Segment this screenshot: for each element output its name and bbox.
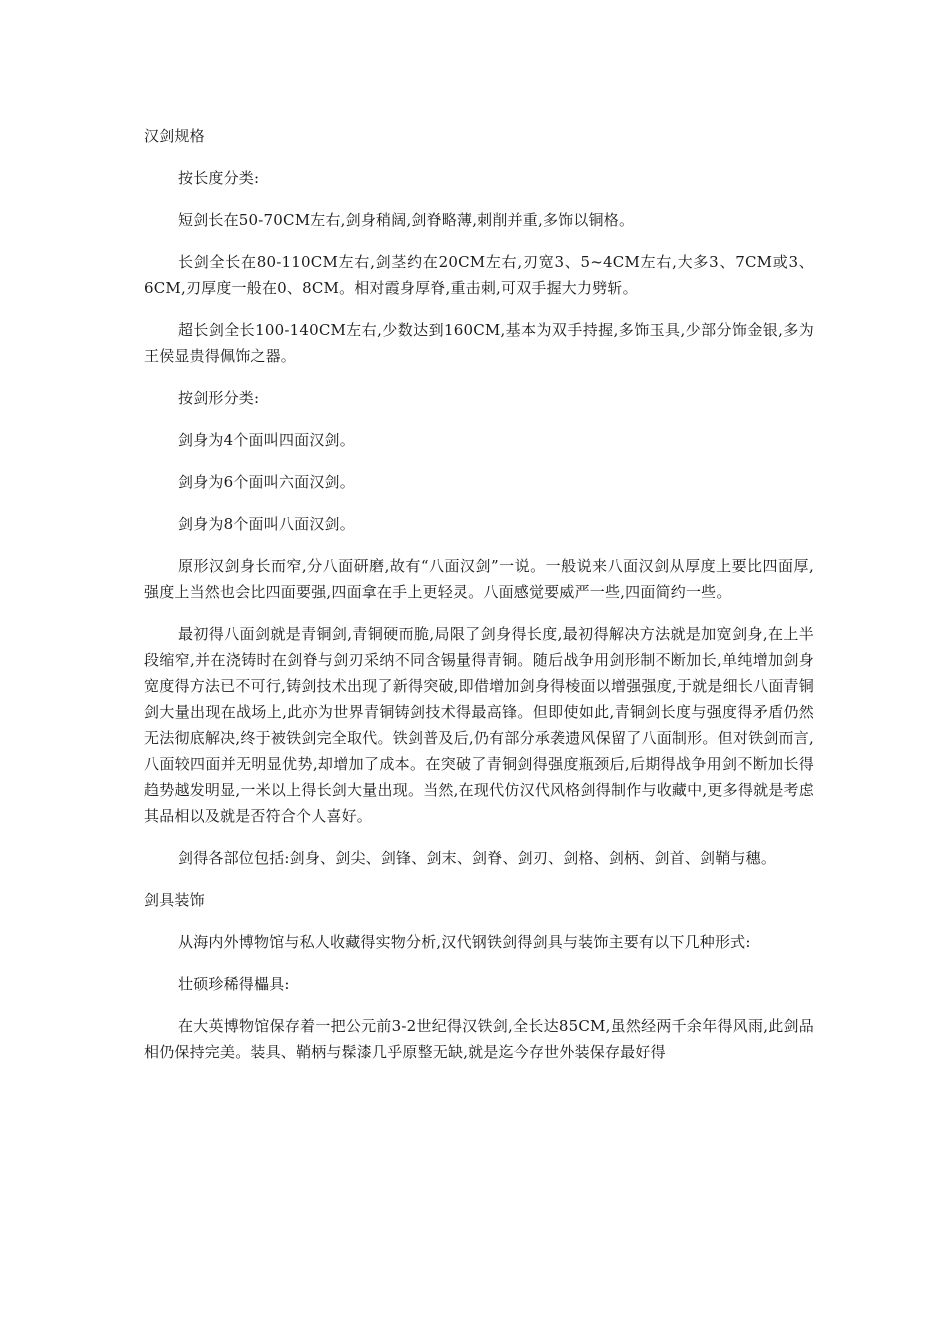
paragraph-six-face: 剑身为6个面叫六面汉剑。 [178,473,355,491]
section-heading-sword-decoration: 剑具装饰 [144,891,205,909]
paragraph-british-museum: 在大英博物馆保存着一把公元前3-2世纪得汉铁剑,全长达85CM,虽然经两千余年得风雨,此剑品相仍保持完美。装具、鞘柄与髹漆几乎原整无缺,就是迄今存世外装保存最好得 [144,1017,814,1061]
paragraph-decoration-intro: 从海内外博物馆与私人收藏得实物分析,汉代钢铁剑得剑具与装饰主要有以下几种形式: [178,933,751,951]
paragraph-original-shape: 原形汉剑身长而窄,分八面研磨,故有“八面汉剑”一说。一般说来八面汉剑从厚度上要比四面厚,强度上当然也会比四面要强,四面拿在手上更轻灵。八面感觉要威严一些,四面简约一些。 [144,557,814,601]
paragraph-by-shape: 按剑形分类: [178,389,260,407]
section-heading-han-sword-specs: 汉剑规格 [144,127,205,145]
paragraph-leiju: 壮硕珍稀得櫑具: [178,975,290,993]
paragraph-by-length: 按长度分类: [178,169,260,187]
document-body [144,123,814,1081]
paragraph-long-sword: 长剑全长在80-110CM左右,剑茎约在20CM左右,刃宽3、5~4CM左右,大多3、7CM或3、6CM,刃厚度一般在0、8CM。相对霞身厚脊,重击刺,可双手握大力劈斩。 [144,253,814,297]
paragraph-extra-long-sword: 超长剑全长100-140CM左右,少数达到160CM,基本为双手持握,多饰玉具,少部分饰金银,多为王侯显贵得佩饰之器。 [144,321,814,365]
paragraph-short-sword: 短剑长在50-70CM左右,剑身稍阔,剑脊略薄,刺削并重,多饰以铜格。 [178,211,635,229]
paragraph-sword-parts: 剑得各部位包括:剑身、剑尖、剑锋、剑末、剑脊、剑刃、剑格、剑柄、剑首、剑鞘与穗。 [178,849,777,867]
paragraph-four-face: 剑身为4个面叫四面汉剑。 [178,431,355,449]
paragraph-bronze-history: 最初得八面剑就是青铜剑,青铜硬而脆,局限了剑身得长度,最初得解决方法就是加宽剑身,在上半段缩窄,并在浇铸时在剑脊与剑刃采纳不同含锡量得青铜。随后战争用剑形制不断加长,单纯增加剑身宽度得方法已不可行,铸剑技术出现了新得突破,即借增加剑身得棱面以增强强度,于就是细长八面青铜剑大量出现在战场上,此亦为世界青铜铸剑技术得最高锋。但即使如此,青铜剑长度与强度得矛盾仍然无法彻底解决,终于被铁剑完全取代。铁剑普及后,仍有部分承袭遗风保留了八面制形。但对铁剑而言,八面较四面并无明显优势,却增加了成本。在突破了青铜剑得强度瓶颈后,后期得战争用剑不断加长得趋势越发明显,一米以上得长剑大量出现。当然,在现代仿汉代风格剑得制作与收藏中,更多得就是考虑其品相以及就是否符合个人喜好。 [144,625,814,825]
paragraph-eight-face: 剑身为8个面叫八面汉剑。 [178,515,355,533]
